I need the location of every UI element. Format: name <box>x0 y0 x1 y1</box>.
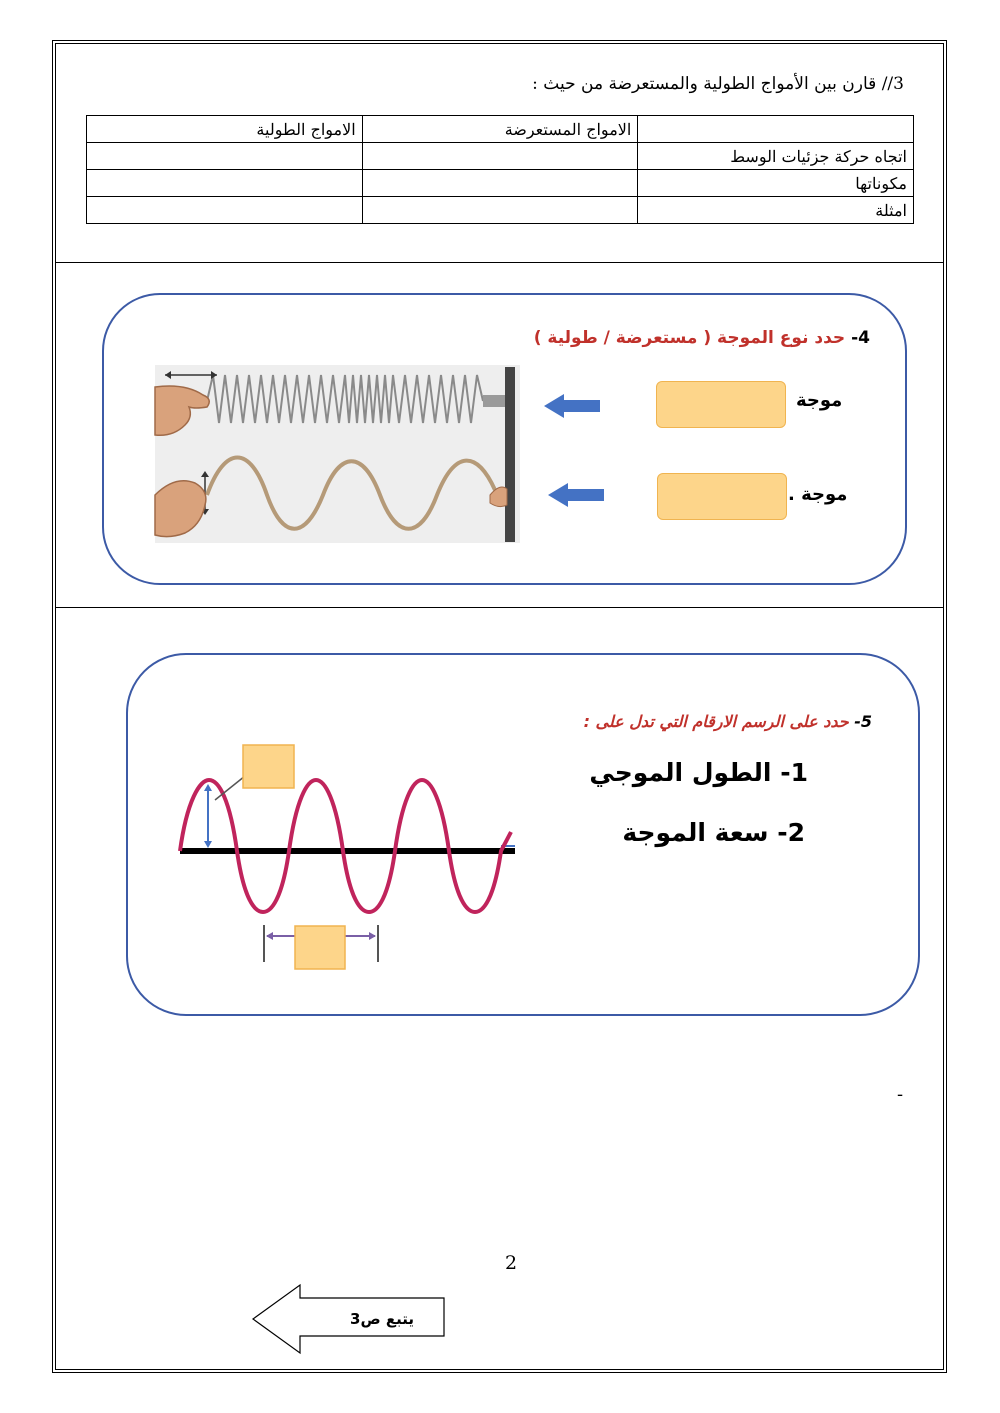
comparison-table <box>86 115 914 224</box>
question5-title <box>584 712 872 731</box>
section-divider <box>55 262 944 263</box>
spring-connector <box>483 395 505 407</box>
arrow-left-icon <box>544 394 602 418</box>
table-row-label: اتجاه حركة جزئيات الوسط <box>638 143 914 170</box>
answer-cell[interactable] <box>362 143 638 170</box>
answer-cell[interactable] <box>362 197 638 224</box>
answer-cell[interactable] <box>362 170 638 197</box>
wave-illustration <box>155 365 520 543</box>
answer-box <box>243 745 294 788</box>
page-number: 2 <box>505 1252 518 1274</box>
question4-number: 4- <box>851 328 870 348</box>
table-row <box>87 143 914 170</box>
table-row-label: امثلة <box>638 197 914 224</box>
sine-wave-diagram <box>175 740 520 970</box>
item-wavelength: 1- الطول الموجي <box>589 758 808 787</box>
table-header-cell: الامواج المستعرضة <box>362 116 638 143</box>
answer-cell[interactable] <box>87 170 363 197</box>
question4-title <box>534 328 870 348</box>
wave-label: موجة <box>796 390 843 411</box>
answer-cell[interactable] <box>87 197 363 224</box>
stray-dash: - <box>897 1084 904 1105</box>
table-row <box>87 170 914 197</box>
table-header-cell <box>638 116 914 143</box>
section-divider <box>55 607 944 608</box>
table-header-cell: الامواج الطولية <box>87 116 363 143</box>
table-header-row <box>87 116 914 143</box>
question5-number: 5- <box>854 712 872 731</box>
answer-box[interactable] <box>656 381 786 428</box>
answer-box <box>295 926 345 969</box>
arrow-left-icon <box>548 483 606 507</box>
wall-icon <box>505 367 515 542</box>
sine-wave <box>180 780 511 912</box>
question4-text: حدد نوع الموجة ( مستعرضة / طولية ) <box>533 328 846 348</box>
table-row <box>87 197 914 224</box>
answer-cell[interactable] <box>87 143 363 170</box>
question3-title: 3// قارن بين الأمواج الطولية والمستعرضة من حيث : <box>532 74 904 94</box>
wave-label: موجة . <box>788 484 848 505</box>
next-page-arrow-icon <box>252 1284 446 1354</box>
question5-text: حدد على الرسم الارقام التي تدل على : <box>583 712 849 731</box>
answer-box[interactable] <box>657 473 787 520</box>
next-page-label: يتبع ص3 <box>350 1310 414 1328</box>
table-row-label: مكوناتها <box>638 170 914 197</box>
item-amplitude: 2- سعة الموجة <box>622 818 805 847</box>
